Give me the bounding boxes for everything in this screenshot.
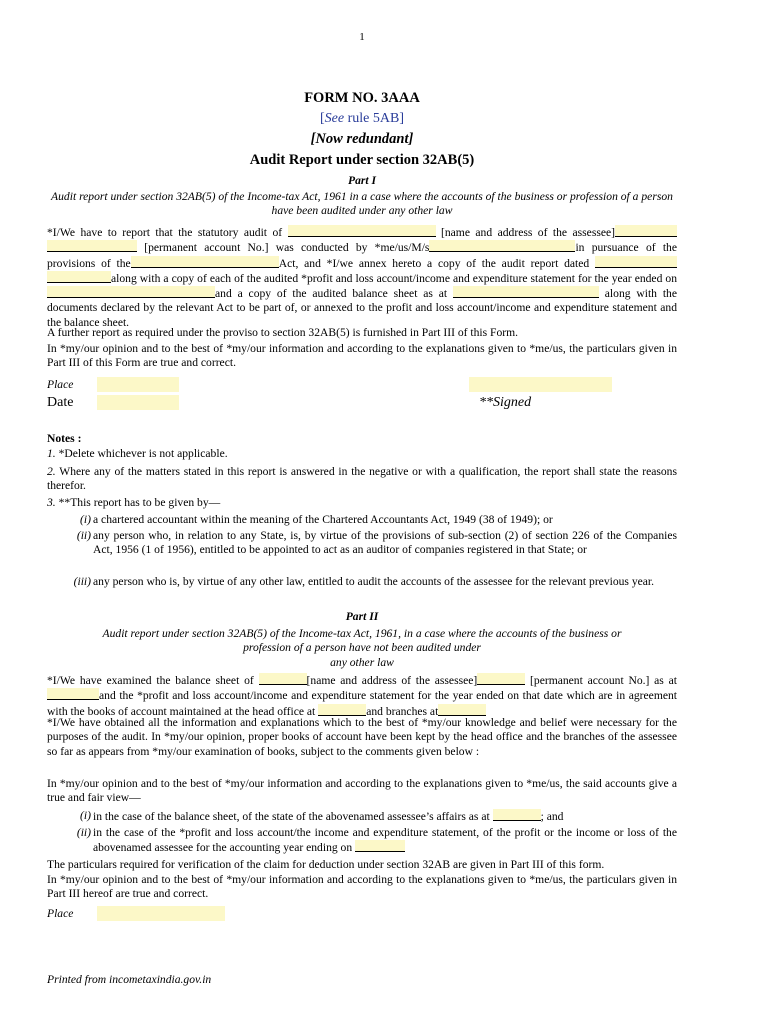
p2-balance-sheet-date-field[interactable] bbox=[493, 809, 541, 821]
p2-head-office-field[interactable] bbox=[318, 704, 366, 716]
part2-place-label: Place bbox=[47, 907, 74, 920]
part2-opinion: In *my/our opinion and to the best of *my/our information and according to the explanations given to *me/us, the said accounts give a true and fair view— bbox=[47, 777, 677, 805]
part1-label: Part I bbox=[347, 174, 377, 187]
balance-sheet-date-field[interactable] bbox=[453, 286, 599, 298]
see-rule: [See rule 5AB] bbox=[320, 111, 404, 126]
note-1: 1. *Delete whichever is not applicable. bbox=[47, 447, 228, 460]
assessee-name-field[interactable] bbox=[288, 225, 436, 237]
part2-subtitle: Audit report under section 32AB(5) of the Income-tax Act, 1961, in a case where the accounts of the business or profession of a person have not been audited under any other law bbox=[102, 627, 622, 669]
place-label: Place bbox=[47, 378, 74, 391]
part1-paragraph: *I/We have to report that the statutory audit of [name and address of the assessee] [permanent account No.] was conducted by *me/us/M/s in pursuance of the provisions of the Act, and *I/we annex hereto a copy of the audit report dated along with a copy of each of the audited *profit and loss account/income and expenditure statement for the year ended on and a copy of the audited balance sheet as at along with the documents declared by the relevant Act to be part of, or annexed to the profit and loss account/income and expenditure statement and the balance sheet. bbox=[47, 226, 677, 329]
part1-subtitle: Audit report under section 32AB(5) of the Income-tax Act, 1961 in a case where the accounts of the business or profession of a person have been audited under any other law bbox=[51, 190, 673, 218]
form-heading: Audit Report under section 32AB(5) bbox=[249, 152, 475, 168]
place-field[interactable] bbox=[97, 377, 179, 392]
part2-place-field[interactable] bbox=[97, 906, 225, 921]
p2-accounting-year-field[interactable] bbox=[355, 840, 405, 852]
part2-correctness: In *my/our opinion and to the best of *my/our information and according to the explanations given to *me/us, the particulars given in Part III hereof are true and correct. bbox=[47, 873, 677, 901]
part2-information: *I/We have obtained all the information and explanations which to the best of *my/our knowledge and belief were necessary for the purposes of the audit. In *my/our opinion, proper books of account have been kept by the head office and the branches of the assessee so far as appears from *my/our examination of books, subject to the comments given below : bbox=[47, 716, 677, 758]
part1-further-report: A further report as required under the proviso to section 32AB(5) is furnished in Part III of this Form. bbox=[47, 326, 519, 339]
auditor-name-field[interactable] bbox=[429, 240, 575, 252]
note-3: 3. **This report has to be given by— bbox=[47, 496, 221, 509]
act-name-field[interactable] bbox=[131, 256, 279, 268]
p2-branches-field[interactable] bbox=[438, 704, 486, 716]
p2-as-at-field[interactable] bbox=[47, 688, 99, 700]
signature-field[interactable] bbox=[469, 377, 612, 392]
footer-source: Printed from incometaxindia.gov.in bbox=[47, 973, 212, 986]
note-2: 2. Where any of the matters stated in this report is answered in the negative or with a qualification, the report shall state the reasons therefor. bbox=[47, 465, 677, 493]
part2-verification: The particulars required for verification of the claim for deduction under section 32AB are given in Part III of this form. bbox=[47, 858, 605, 871]
part2-paragraph: *I/We have examined the balance sheet of [name and address of the assessee] [permanent account No.] as at and the *profit and loss account/income and expenditure statement for the year ended on that date which are in agreement with the books of account maintained at the head office at and branches at bbox=[47, 674, 677, 718]
audit-report-date-field-2[interactable] bbox=[47, 271, 111, 283]
p2-assessee-field[interactable] bbox=[259, 673, 307, 685]
signed-label: **Signed bbox=[479, 395, 532, 410]
assessee-address-field[interactable] bbox=[615, 225, 677, 237]
p2-address-field[interactable] bbox=[477, 673, 525, 685]
form-number: FORM NO. 3AAA bbox=[304, 90, 420, 106]
date-label: Date bbox=[47, 395, 74, 410]
part2-label: Part II bbox=[345, 610, 379, 623]
redundant-status: [Now redundant] bbox=[310, 131, 414, 147]
date-field[interactable] bbox=[97, 395, 179, 410]
page-number: 1 bbox=[359, 31, 365, 43]
part1-opinion: In *my/our opinion and to the best of *my/our information and according to the explanations given to *me/us, the particulars given in Part III of this Form are true and correct. bbox=[47, 342, 677, 370]
pan-field[interactable] bbox=[47, 240, 137, 252]
year-ended-field[interactable] bbox=[47, 286, 215, 298]
audit-report-date-field[interactable] bbox=[595, 256, 677, 268]
notes-heading: Notes : bbox=[47, 432, 82, 445]
